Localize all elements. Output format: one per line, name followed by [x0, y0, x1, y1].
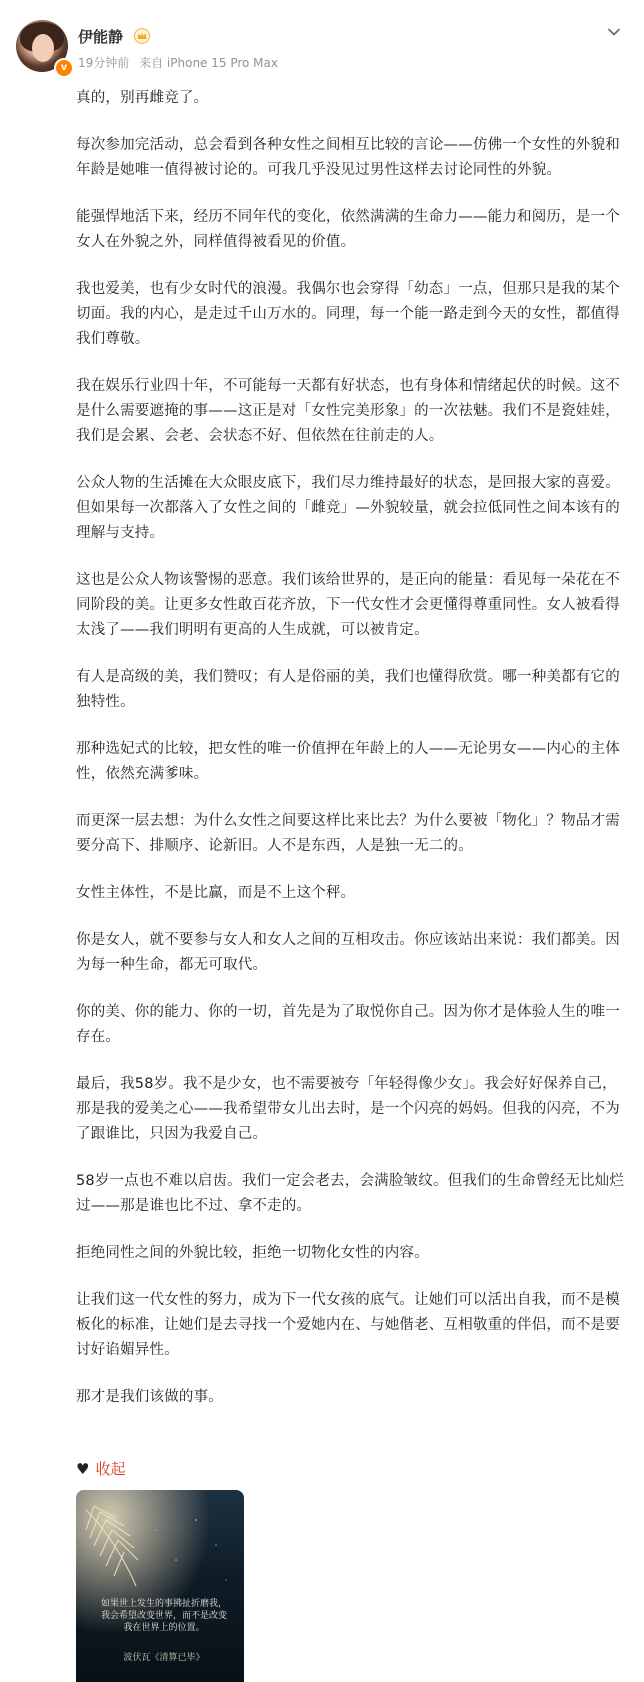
heart-icon: ♥	[76, 1460, 90, 1478]
post-header	[16, 16, 628, 84]
post-paragraph: 你的美、你的能力、你的一切，首先是为了取悦你自己。因为你才是体验人生的唯一存在。	[76, 1004, 620, 1045]
post-paragraph: 而更深一层去想：为什么女性之间要这样比来比去？为什么要被「物化」？物品才需要分高下、排顺序、论新旧。人不是东西，人是独一无二的。	[76, 813, 620, 854]
post-paragraph: 让我们这一代女性的努力，成为下一代女孩的底气。让她们可以活出自我，而不是模板化的标准，让她们是去寻找一个爱她内在、与她偕老、互相敬重的伴侣，而不是要讨好谄媚异性。	[76, 1292, 620, 1358]
post-paragraph: 真的，别再雌竞了。	[76, 90, 209, 106]
crown-icon[interactable]	[134, 28, 150, 44]
avatar-face	[32, 34, 54, 62]
verified-badge: v	[54, 58, 74, 78]
post-paragraph: 女性主体性，不是比赢，而是不上这个秤。	[76, 885, 356, 901]
post-paragraph: 58岁一点也不难以启齿。我们一定会老去，会满脸皱纹。但我们的生命曾经无比灿烂过——那是谁也比不过、拿不走的。	[76, 1173, 625, 1214]
post-meta	[78, 54, 278, 71]
username[interactable]: 伊能静	[78, 28, 124, 46]
collapse-button[interactable]	[76, 1458, 125, 1479]
post-paragraph: 那种选妃式的比较，把女性的唯一价值押在年龄上的人——无论男女——内心的主体性，依然充满爹味。	[76, 741, 620, 782]
post-paragraph: 你是女人，就不要参与女人和女人之间的互相攻击。你应该站出来说：我们都美。因为每一种生命，都无可取代。	[76, 932, 620, 973]
post-paragraph: 最后，我58岁。我不是少女，也不需要被夸「年轻得像少女」。我会好好保养自己，那是我的爱美之心——我希望带女儿出去时，是一个闪亮的妈妈。但我的闪亮，不为了跟谁比，只因为我爱自己。	[76, 1076, 620, 1142]
collapse-label[interactable]: 收起	[95, 1460, 126, 1478]
post-time: 19分钟前	[78, 56, 130, 70]
post-body	[76, 86, 628, 1432]
post-image[interactable]	[76, 1490, 244, 1682]
post-source[interactable]: 来自 iPhone 15 Pro Max	[139, 56, 278, 70]
image-caption: 如果世上发生的事拂扯折磨我，我会希望改变世界，而不是改变我在世界上的位置。	[100, 1599, 227, 1633]
post-paragraph: 每次参加完活动，总会看到各种女性之间相互比较的言论——仿佛一个女性的外貌和年龄是她唯一值得被讨论的。可我几乎没见过男性这样去讨论同性的外貌。	[76, 137, 620, 178]
post-paragraph: 我在娱乐行业四十年，不可能每一天都有好状态，也有身体和情绪起伏的时候。这不是什么需要遮掩的事——这正是对「女性完美形象」的一次祛魅。我们不是瓷娃娃，我们是会累、会老、会状态不好、但依然在往前走的人。	[76, 378, 620, 444]
post-paragraph: 有人是高级的美，我们赞叹；有人是俗丽的美，我们也懂得欣赏。哪一种美都有它的独特性。	[76, 669, 620, 710]
chevron-down-icon[interactable]	[606, 24, 622, 40]
post-paragraph: 那才是我们该做的事。	[76, 1389, 223, 1405]
post-paragraph: 能强悍地活下来，经历不同年代的变化，依然满满的生命力——能力和阅历，是一个女人在外貌之外，同样值得被看见的价值。	[76, 209, 620, 250]
post-paragraph: 这也是公众人物该警惕的恶意。我们该给世界的，是正向的能量：看见每一朵花在不同阶段的美。让更多女性敢百花齐放，下一代女性才会更懂得尊重同性。女人被看得太浅了——我们明明有更高的人生成就，可以被肯定。	[76, 572, 620, 638]
post-paragraph: 公众人物的生活摊在大众眼皮底下，我们尽力维持最好的状态，是回报大家的喜爱。但如果每一次都落入了女性之间的「雌竞」—外貌较量，就会拉低同性之间本该有的理解与支持。	[76, 475, 620, 541]
post-paragraph: 拒绝同性之间的外貌比较，拒绝一切物化女性的内容。	[76, 1245, 429, 1261]
image-source: 波伏瓦《清算已毕》	[123, 1653, 205, 1663]
post-paragraph: 我也爱美，也有少女时代的浪漫。我偶尔也会穿得「幼态」一点，但那只是我的某个切面。我的内心，是走过千山万水的。同理，每一个能一路走到今天的女性，都值得我们尊敬。	[76, 281, 620, 347]
